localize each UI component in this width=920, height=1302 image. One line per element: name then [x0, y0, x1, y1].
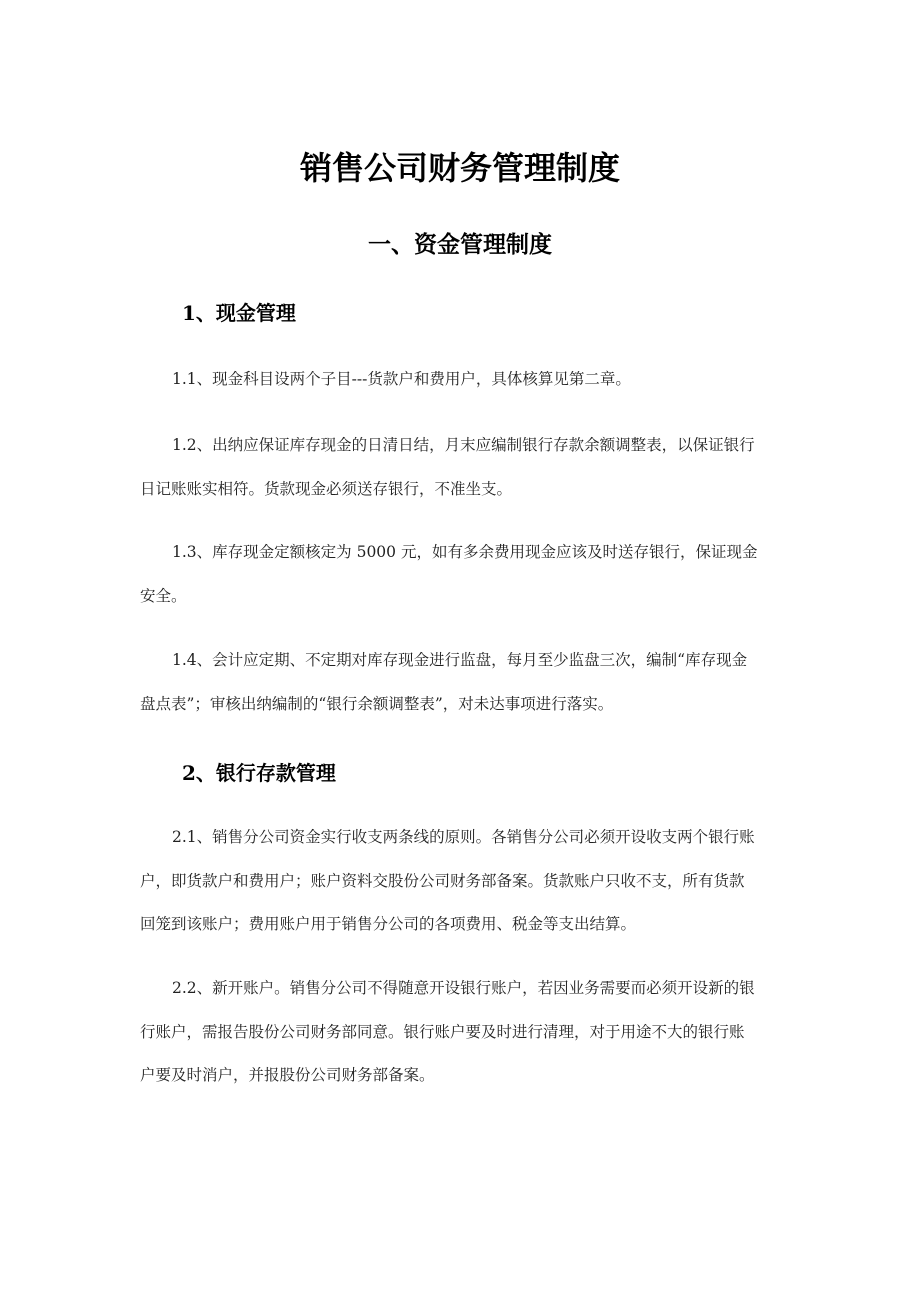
- paragraph-line: 安全。: [140, 586, 187, 605]
- paragraph-line: 1.1、现金科目设两个子目---货款户和费用户，具体核算见第二章。: [172, 370, 631, 388]
- paragraph-1-1: [140, 358, 820, 402]
- paragraph-1-4: [140, 639, 820, 726]
- paragraph-1-2: [140, 424, 820, 511]
- paragraph-line: 1.3、库存现金定额核定为 5000 元，如有多余费用现金应该及时送存银行，保证现金: [172, 543, 758, 561]
- paragraph-line: 1.4、会计应定期、不定期对库存现金进行监盘，每月至少监盘三次，编制“库存现金: [172, 651, 748, 669]
- section-heading-bank-deposit: 2、银行存款管理: [182, 761, 336, 785]
- paragraph-2-2: [140, 967, 820, 1098]
- chapter-heading: 一、资金管理制度: [368, 231, 552, 258]
- paragraph-line: 日记账账实相符。货款现金必须送存银行，不准坐支。: [140, 479, 513, 498]
- paragraph-line: 行账户，需报告股份公司财务部同意。银行账户要及时进行清理，对于用途不大的银行账: [140, 1022, 745, 1041]
- paragraph-line: 1.2、出纳应保证库存现金的日清日结，月末应编制银行存款余额调整表，以保证银行: [172, 436, 755, 454]
- paragraph-line: 户，即货款户和费用户；账户资料交股份公司财务部备案。货款账户只收不支，所有货款: [140, 871, 745, 890]
- paragraph-2-1: [140, 816, 820, 947]
- paragraph-line: 2.1、销售分公司资金实行收支两条线的原则。各销售分公司必须开设收支两个银行账: [172, 828, 755, 846]
- paragraph-line: 回笼到该账户；费用账户用于销售分公司的各项费用、税金等支出结算。: [140, 915, 637, 933]
- document-title: 销售公司财务管理制度: [299, 149, 620, 187]
- section-heading-cash: 1、现金管理: [182, 301, 296, 325]
- paragraph-line: 2.2、新开账户。销售分公司不得随意开设银行账户，若因业务需要而必须开设新的银: [172, 979, 755, 997]
- paragraph-line: 户要及时消户，并报股份公司财务部备案。: [140, 1066, 435, 1084]
- paragraph-line: 盘点表”；审核出纳编制的“银行余额调整表”，对未达事项进行落实。: [140, 694, 614, 713]
- paragraph-1-3: [140, 531, 820, 618]
